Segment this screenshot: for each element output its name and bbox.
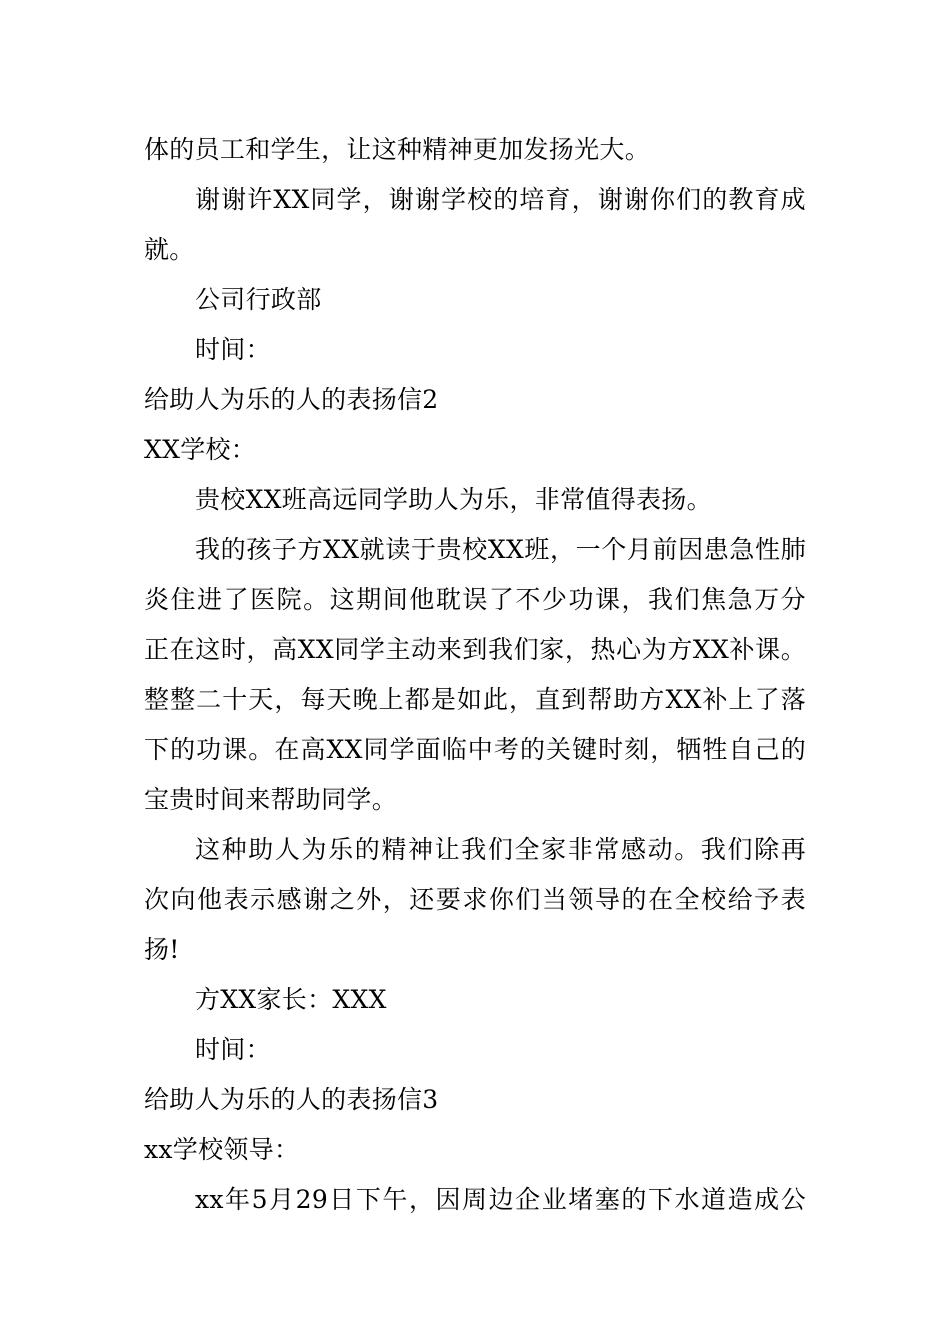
text-line: 整整二十天，每天晚上都是如此，直到帮助方XX补上了落 — [144, 685, 806, 714]
text-line: 体的员工和学生，让这种精神更加发扬光大。 — [144, 135, 651, 164]
text-line: xx年5月29日下午，因周边企业堵塞的下水道造成公 — [195, 1185, 806, 1214]
text-line: 就。 — [144, 235, 195, 264]
text-line: 次向他表示感谢之外，还要求你们当领导的在全校给予表 — [144, 885, 806, 914]
text-line: 这种助人为乐的精神让我们全家非常感动。我们除再 — [195, 835, 806, 864]
salutation: XX学校： — [144, 435, 257, 464]
text-line: 宝贵时间来帮助同学。 — [144, 785, 398, 814]
section-title: 给助人为乐的人的表扬信2 — [144, 385, 439, 414]
salutation: xx学校领导： — [144, 1135, 300, 1164]
date-label: 时间： — [195, 335, 271, 364]
signature-parent: 方XX家长：XXX — [195, 985, 387, 1014]
text-line: 扬! — [144, 935, 180, 964]
text-line: 贵校XX班高远同学助人为乐，非常值得表扬。 — [195, 485, 712, 514]
text-line: 下的功课。在高XX同学面临中考的关键时刻，牺牲自己的 — [144, 735, 806, 764]
date-label: 时间： — [195, 1035, 271, 1064]
text-line: 谢谢许XX同学，谢谢学校的培育，谢谢你们的教育成 — [195, 185, 806, 214]
section-title: 给助人为乐的人的表扬信3 — [144, 1085, 439, 1114]
text-line: 炎住进了医院。这期间他耽误了不少功课，我们焦急万分 — [144, 585, 806, 614]
text-line: 我的孩子方XX就读于贵校XX班，一个月前因患急性肺 — [195, 535, 806, 564]
text-line: 正在这时，高XX同学主动来到我们家，热心为方XX补课。 — [144, 635, 806, 664]
signature-department: 公司行政部 — [195, 285, 322, 314]
